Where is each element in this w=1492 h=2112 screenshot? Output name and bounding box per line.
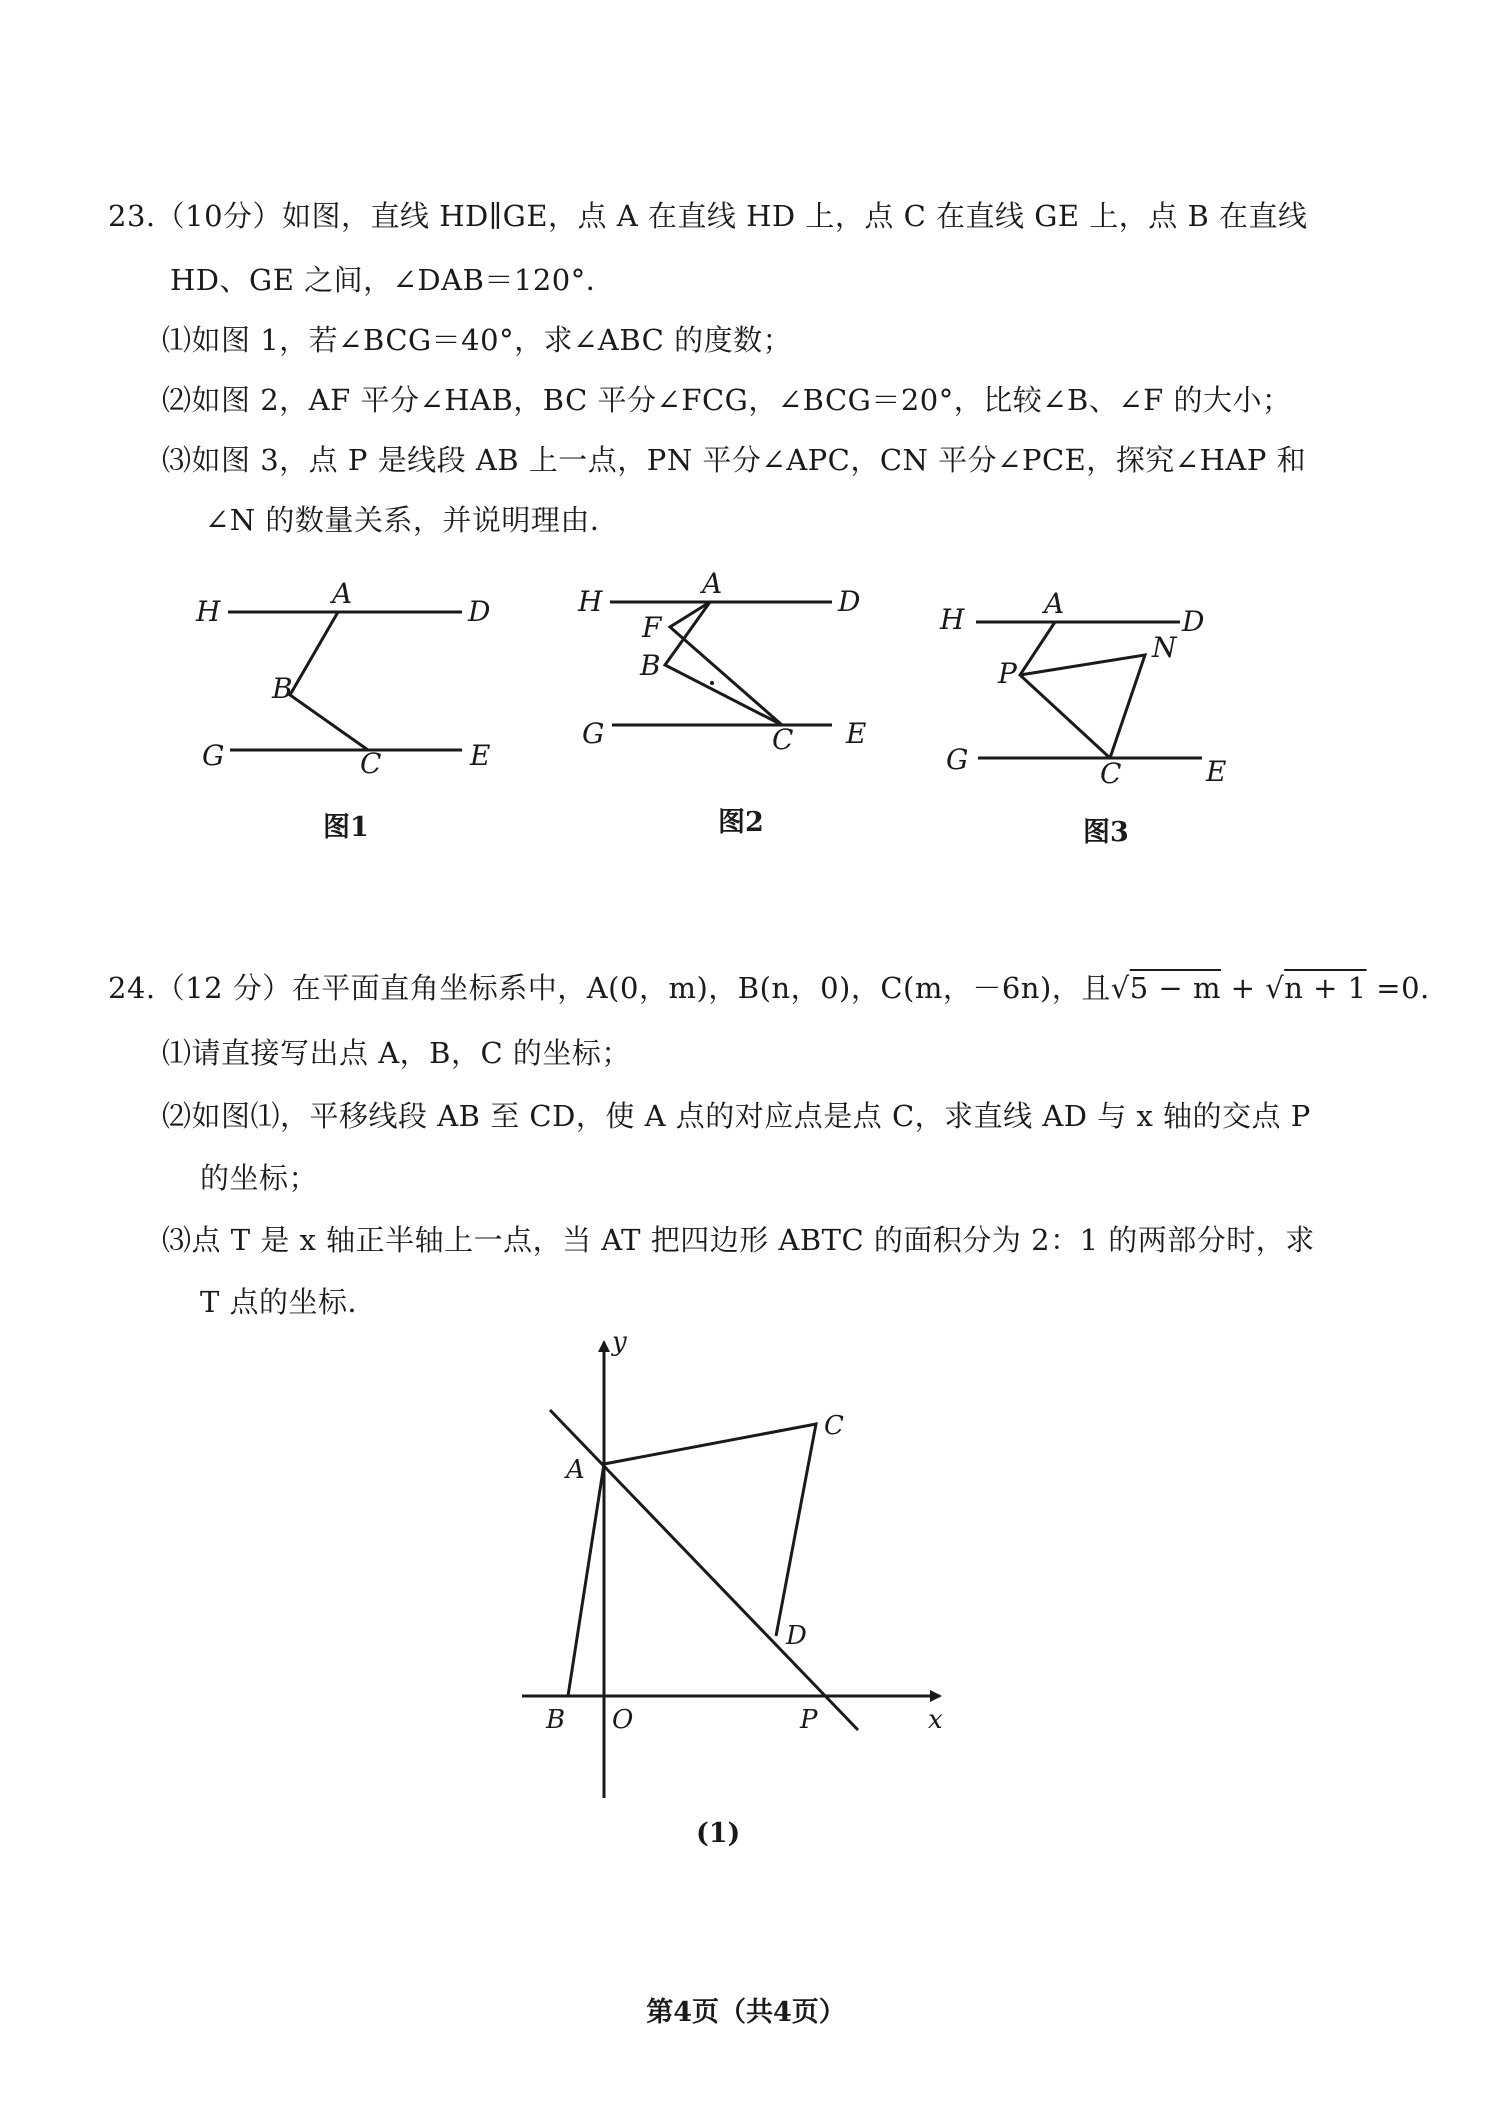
coord-label-c: C [824,1411,844,1441]
axis-label-x: x [928,1705,943,1735]
coordinate-figure [500,1327,970,1840]
coord-label-a: A [566,1455,585,1485]
fig3-label-c: C [1100,757,1122,790]
q24-line-1 [108,970,1430,1006]
fig2-label-e: E [846,717,867,750]
q24-line-1-end: =0. [1366,971,1430,1005]
q24-line-3: ⑵如图⑴，平移线段 AB 至 CD，使 A 点的对应点是点 C，求直线 AD 与 x 轴的交点 P [162,1099,1311,1133]
coordinate-figure-caption: (1) [696,1818,741,1849]
fig1-label-h: H [196,595,221,628]
fig2-label-g: G [582,717,605,750]
fig1-label-a: A [332,577,353,610]
fig3-label-h: H [940,603,965,636]
q23-line-1: 23.（10分）如图，直线 HD∥GE，点 A 在直线 HD 上，点 C 在直线 GE 上，点 B 在直线 [108,199,1308,233]
sqrt-radicand-2: n + 1 [1284,971,1367,1005]
coord-label-d: D [786,1621,807,1651]
fig2-label-d: D [838,585,861,618]
q23-line-2: HD、GE 之间，∠DAB＝120°． [170,263,616,297]
fig3-label-a: A [1044,587,1065,620]
fig3-label-n: N [1152,631,1177,664]
page-footer: 第4页（共4页） [646,1997,846,2028]
fig2-label-c: C [772,723,794,756]
fig3-label-p: P [998,657,1017,690]
fig1-label-c: C [360,747,382,780]
q24-line-1-text: 24.（12 分）在平面直角坐标系中，A(0，m)，B(n，0)，C(m，－6n)，且 [108,971,1111,1005]
figure-3 [940,585,1240,790]
fig3-label-g: G [946,743,969,776]
fig2-label-f: F [642,611,662,644]
axis-label-y: y [612,1327,627,1357]
fig2-caption: 图2 [718,807,764,838]
fig1-label-b: B [272,672,293,705]
fig2-label-a: A [702,567,723,600]
q24-line-6: T 点的坐标． [200,1285,378,1319]
q23-line-5: ⑶如图 3，点 P 是线段 AB 上一点，PN 平分∠APC，CN 平分∠PCE，探究∠HAP 和 [162,443,1307,477]
fig2-label-h: H [578,585,603,618]
q24-line-2: ⑴请直接写出点 A，B，C 的坐标； [162,1036,631,1070]
fig2-label-b: B [640,649,661,682]
fig3-label-d: D [1182,605,1205,638]
q24-line-4: 的坐标； [200,1161,319,1195]
fig3-label-e: E [1206,755,1227,788]
sqrt-radicand-1: 5 − m [1129,971,1221,1005]
plus-sign: + [1220,971,1266,1005]
q23-line-3: ⑴如图 1，若∠BCG＝40°，求∠ABC 的度数； [162,323,793,357]
fig1-caption: 图1 [323,812,369,843]
fig1-label-e: E [470,739,491,772]
sqrt-symbol-2: √ [1265,971,1285,1005]
fig1-label-d: D [468,595,491,628]
fig3-caption: 图3 [1083,817,1129,848]
sqrt-symbol-1: √ [1110,971,1130,1005]
coord-label-b: B [546,1705,566,1735]
coord-label-o: O [612,1705,634,1735]
q24-line-5: ⑶点 T 是 x 轴正半轴上一点，当 AT 把四边形 ABTC 的面积分为 2：1 的两部分时，求 [162,1223,1315,1257]
fig1-label-g: G [202,739,225,772]
figure-1 [190,575,510,780]
q23-line-4: ⑵如图 2，AF 平分∠HAB，BC 平分∠FCG，∠BCG＝20°，比较∠B、∠F 的大小； [162,383,1292,417]
coord-label-p: P [800,1705,818,1735]
figure-2 [570,565,900,765]
q23-line-6: ∠N 的数量关系，并说明理由． [205,503,620,537]
